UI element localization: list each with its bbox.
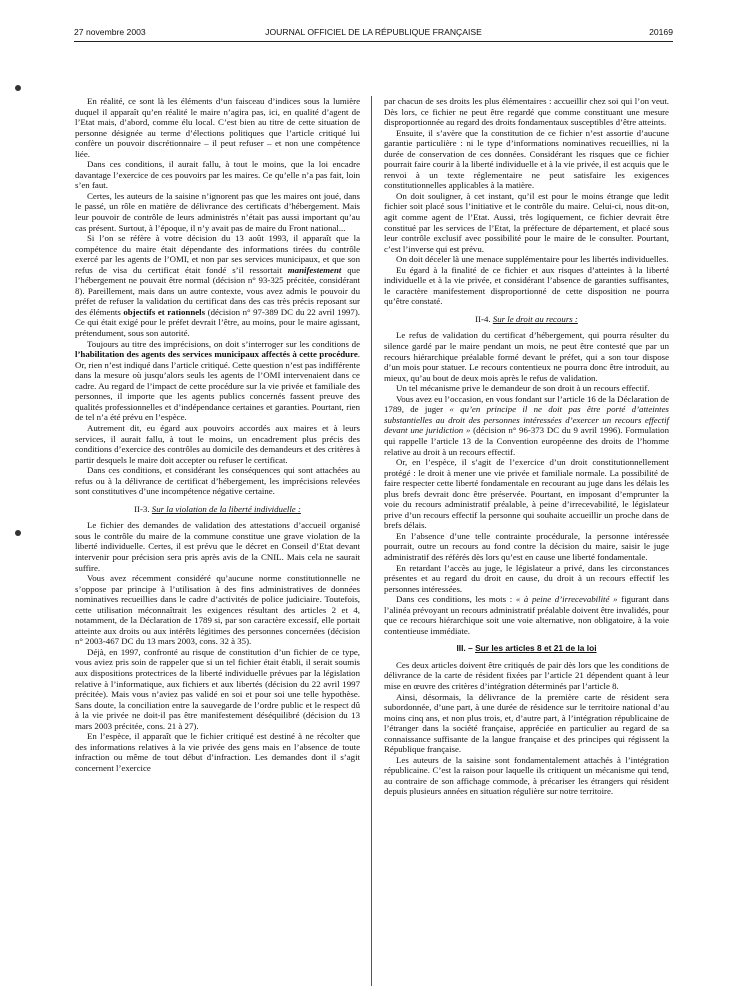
paragraph: Dans ces conditions, et considérant les conséquences qui sont attachées au refus ou à la délivrance de certificat d’hébergement, les imprécisions relevées sont constitutives d’une incompétence négative certaine.: [75, 465, 360, 497]
paragraph: On doit déceler là une menace supplémentaire pour les libertés individuelles.: [396, 254, 669, 265]
text-run: Toujours au titre des imprécisions, on doit s’interroger sur les conditions de: [87, 338, 360, 349]
paragraph: Vous avez récemment considéré qu’aucune norme constitutionnelle ne s’oppose par principe à l’utilisation à des fins administratives de données nominatives recueillies dans le cadre d’activités de police judiciaire. Toutefois, cette utilisation méconnaîtrait les exigences résultant des articles 2 et 4, notamment, de la Déclaration de 1789 si, par son caractère excessif, elle portait atteinte aux droits ou aux intérêts légitimes des personnes concernées (décision n° 2003-467 DC du 13 mars 2003, cons. 32 à 35).: [75, 573, 360, 647]
paragraph: [384, 594, 669, 636]
paragraph: Certes, les auteurs de la saisine n’ignorent pas que les maires ont joué, dans le passé, un rôle en matière de délivrance des certificats d’hébergement. Mais leur pouvoir de contrôle de leurs administrés n’était pas aussi important qu’au cas présent. Surtout, à l’époque, il n’y avait pas de maire du Front national...: [75, 190, 360, 233]
paragraph: Ainsi, désormais, la délivrance de la première carte de résident sera subordonnée, d’une part, à une durée de résidence sur le territoire national d’au moins cinq ans, et non plus trois, et, d’autre part, à l’intégration républicaine de l’étranger dans la société française, appréciée en particulier au regard de sa connaissance suffisante de la langue française et des principes qui régissent la République française.: [384, 691, 669, 755]
paragraph: Le refus de validation du certificat d’hébergement, qui pourra résulter du silence gardé par le maire pendant un mois, ne peut être contesté que par un recours hiérarchique préalable formé devant le préfet, qui a son tour dispose d’un mois pour statuer. Le recours contentieux ne pourra donc être introduit, au mieux, qu’au bout de deux mois après le refus de validation.: [384, 330, 669, 383]
paragraph: par chacun de ses droits les plus élémentaires : accueillir chez soi qui l’on veut. Dès lors, ce fichier ne peut être regardé que comme constituant une mesure disproportionnée au regard des droits fondamentaux susceptibles d’être atteints.: [384, 96, 669, 128]
emphasis: objectifs et rationnels: [123, 306, 206, 317]
running-header: [74, 27, 673, 39]
paragraph: Autrement dit, eu égard aux pouvoirs accordés aux maires et à leurs services, il aurait fallu, à tout le moins, un encadrement plus précis des conditions d’exercice des contrôles au domicile des demandeurs et des critères à partir desquels le maire doit accepter ou refuser le certificat.: [75, 422, 360, 465]
text-run: figurant dans l’alinéa prévoyant un recours administratif préalable doivent être invalidés, pour que ce recours hiérarchique soit une voie alternative, non obligatoire, à la voie contentieuse immédiate.: [384, 594, 669, 636]
text-run: que l’hébergement ne pouvait être normal (décision n° 93-325 précitée, considérant 8). Pareillement, mais dans un autre contexte, vous avez admis le pouvoir du préfet de refuser la validation du certificat dans des cas très précis reposant sur des éléments: [75, 264, 361, 317]
section-heading: [384, 643, 669, 654]
section-title: Sur le droit au recours :: [492, 313, 578, 324]
text-run: . Or, rien n’est indiqué dans l’article critiqué. Cette question n’est pas indifférente dans la mesure où jusqu’alors seuls les agents de l’OMI intervenaient dans ce cadre. Au regard de l’impact de cette procédure sur la vie privée et familiale des personnes, il importe que les agents publics concernés fassent preuve des qualités professionnelles et d’indépendance certaines et garanties. Pourtant, rien de tel n’a été prévu en l’espèce.: [75, 349, 360, 423]
text-run: Vous avez eu l’occasion, en vous fondant sur l’article 16 de la Déclaration de 1789, de juger: [384, 393, 669, 415]
section-title: Sur les articles 8 et 21 de la loi: [475, 643, 597, 654]
header-rule: [74, 41, 673, 42]
paragraph: [75, 339, 360, 423]
paragraph: Le fichier des demandes de validation des attestations d’accueil organisé sous le contrôle du maire de la commune constitue une grave violation de la liberté individuelle. Certes, il est prévu que le décret en Conseil d’Etat devant intervenir pour précision sera pris après avis de la CNIL. Mais cela ne saurait suffire.: [75, 520, 360, 573]
emphasis: manifestement: [287, 264, 342, 275]
paragraph: [75, 233, 360, 338]
quotation: « qu’en principe il ne doit pas être porté d’atteintes substantielles au droit des personnes intéressées d’exercer un recours effectif devant une juridiction »: [384, 404, 669, 436]
page-number: 20169: [649, 27, 673, 37]
right-column: [384, 96, 669, 797]
section-number: II-4.: [475, 313, 493, 324]
section-heading: [384, 314, 669, 325]
section-number: II-3.: [134, 503, 152, 514]
paragraph: Les auteurs de la saisine sont fondamentalement attachés à l’intégration républicaine. C’est la raison pour laquelle ils critiquent un mécanisme qui tend, au contraire de son affichage commode, à précariser les étrangers qui résident depuis plusieurs années en situation régulière sur notre territoire.: [384, 754, 669, 797]
paragraph: [384, 394, 669, 457]
paragraph: Ensuite, il s’avère que la constitution de ce fichier n’est assortie d’aucune garantie particulière : ni le type d’informations nominatives recueillies, ni la durée de conservation de ces données. Considérant les risques que ce fichier pourrait faire courir à la liberté individuelle et à la vie privée, il est acquis que le renvoi à un texte réglementaire ne peut satisfaire les exigences constitutionnelles applicables à la matière.: [384, 127, 669, 191]
paragraph: Déjà, en 1997, confronté au risque de constitution d’un fichier de ce type, vous aviez pris soin de rappeler que si un tel fichier était établi, il serait soumis aux dispositions protectrices de la liberté individuelle prévues par la législation relative à l’informatique, aux fichiers et aux libertés (décision du 22 avril 1997 précitée). Mais vous n’aviez pas validé en soi et pour soi une telle hypothèse. Sans doute, la conciliation entre la sauvegarde de l’ordre public et le respect dû à la vie privée ne doit-il pas être manifestement déséquilibré (décision du 13 mars 2003 précitée, cons. 21 à 27).: [75, 646, 360, 731]
paragraph: En réalité, ce sont là les éléments d’un faisceau d’indices sous la lumière duquel il apparaît qu’en réalité le maire n’agira pas, ici, en qualité d’agent de l’Etat mais, d’abord, comme élu local. C’est bien au titre de cette situation de personne désignée au terme d’élections politiques que l’article critiqué lui confère un pouvoir discrétionnaire – il peut refuser – et non une compétence liée.: [75, 96, 360, 159]
paragraph: Or, en l’espèce, il s’agit de l’exercice d’un droit constitutionnellement protégé : le droit à mener une vie privée et familiale normale. La possibilité de faire respecter cette liberté fondamentale en recourant au juge dans les délais les plus brefs devrait donc être préservée. Pourtant, en imposant d’emprunter la voie du recours administratif préalable, à peine d’irrecevabilité, le législateur prive d’un recours effectif la personne qui souhaite accueillir un proche dans de brefs délais.: [384, 457, 669, 531]
punch-hole-mark: [15, 85, 21, 91]
header-date: 27 novembre 2003: [74, 27, 146, 37]
text-run: (décision n° 97-389 DC du 22 avril 1997). Ce qui était exigé pour le préfet devrait l’être, au moins, pour le maire agissant, prétendument, sous son autorité.: [75, 306, 360, 339]
paragraph: On doit souligner, à cet instant, qu’il est pour le moins étrange que ledit fichier soit placé sous l’initiative et le contrôle du maire. Celui-ci, nous dit-on, agit comme agent de l’Etat. Aussi, très logiquement, ce fichier devrait être constitué par les services de l’Etat, la préfecture de département, et placé sous leur contrôle exclusif avec possibilité pour le maire de le consulter. Pourtant, c’est l’inverse qui est prévu.: [384, 190, 669, 254]
paragraph: Ces deux articles doivent être critiqués de pair dès lors que les conditions de délivrance de la carte de résident fixées par l’article 21 dépendent quant à leur mise en œuvre des critères d’intégration déterminés par l’article 8.: [384, 659, 669, 691]
paragraph: En l’espèce, il apparaît que le fichier critiqué est destiné à ne récolter que des informations relatives à la vie privée des gens mais en l’absence de toute infraction ou même de tout début d’infraction. Les demandes dont il s’agit concernent l’exercice: [75, 731, 360, 773]
section-heading: [75, 504, 360, 515]
text-run: Dans ces conditions, les mots :: [396, 594, 516, 605]
paragraph: En retardant l’accès au juge, le législateur a privé, dans les circonstances présentes et au regard du droit en cause, du droit à un recours effectif les personnes intéressées.: [384, 562, 669, 594]
paragraph: En l’absence d’une telle contrainte procédurale, la personne intéressée pourrait, outre un recours au fond contre la décision du maire, saisir le juge administratif des référés dès lors qu’est en cause une liberté fondamentale.: [384, 530, 669, 562]
paragraph: Un tel mécanisme prive le demandeur de son droit à un recours effectif.: [396, 383, 650, 394]
paragraph: Eu égard à la finalité de ce fichier et aux risques d’atteintes à la liberté individuelle et à la vie privée, et considérant l’absence de garanties suffisantes, le caractère manifestement disproportionné de cette disposition ne pourra qu’être constaté.: [384, 264, 669, 307]
column-divider: [371, 96, 372, 986]
section-number: III. –: [456, 643, 476, 654]
text-run: (décision n° 96-373 DC du 9 avril 1996). Formulation qui rappelle l’article 13 de la Convention européenne des droits de l’homme relative au droit à un recours effectif.: [384, 425, 669, 457]
paragraph: Dans ces conditions, il aurait fallu, à tout le moins, que la loi encadre davantage l’exercice de ces pouvoirs par les maires. Ce qu’elle n’a pas fait, loin s’en faut.: [75, 159, 360, 191]
emphasis: l’habilitation des agents des services municipaux affectés à cette procédure: [75, 349, 358, 360]
journal-title: JOURNAL OFFICIEL DE LA RÉPUBLIQUE FRANÇAISE: [265, 27, 482, 37]
quotation: « à peine d’irrecevabilité »: [515, 594, 618, 605]
punch-hole-mark: [15, 530, 21, 536]
section-title: Sur la violation de la liberté individuelle :: [151, 503, 301, 514]
left-column: [75, 96, 360, 773]
text-run: Si l’on se réfère à votre décision du 13 août 1993, il apparaît que la compétence du maire était dépendante des informations tirées du contrôle exercé par les agents de l’OMI, et non par ses services municipaux, et que son refus de visa du certificat était fondé s’il ressortait: [75, 233, 360, 275]
